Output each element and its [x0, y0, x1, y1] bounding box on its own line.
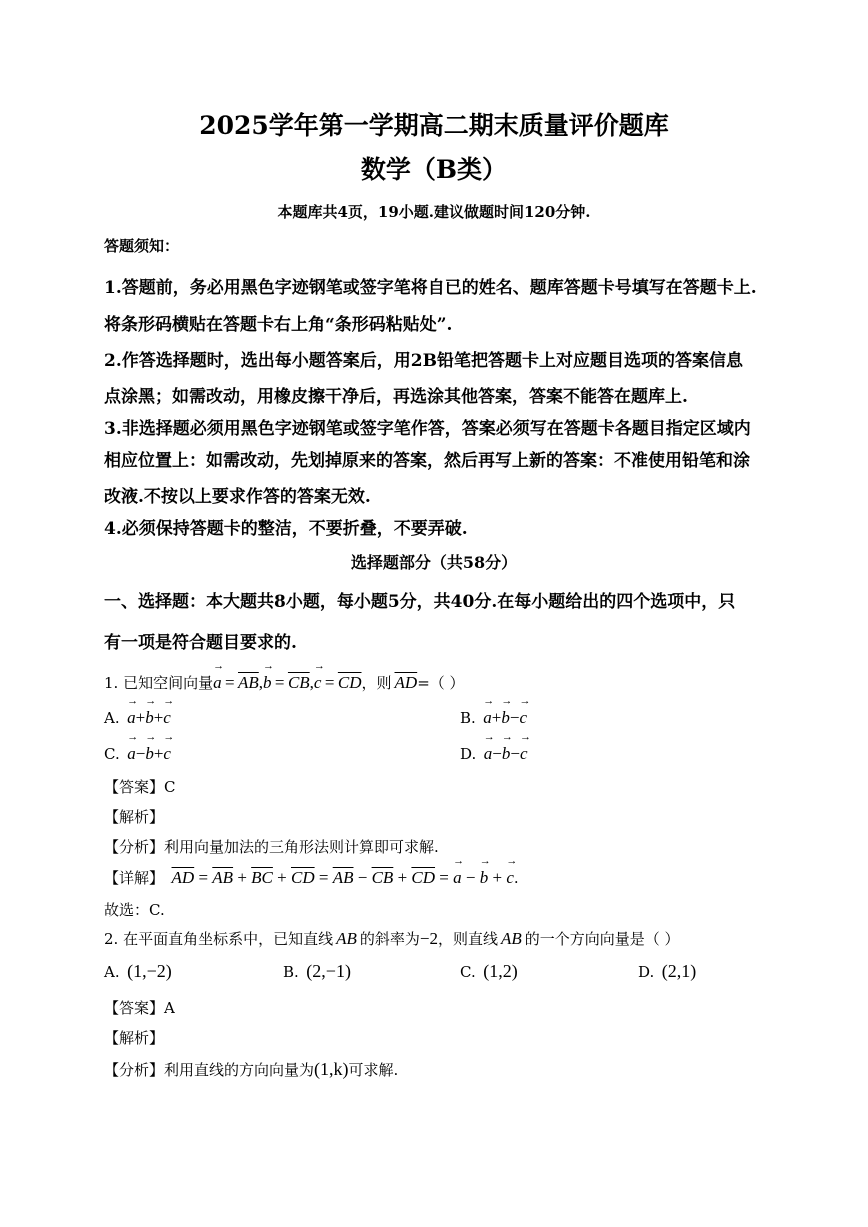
- q1-detail: 【详解】 $\overline{AD} = \overline{AB} + \overline{BC} + \overline{CD} = \overline{AB} - \overline{CB} + \overline{CD}$ = → a − → b + → c.: [104, 867, 519, 888]
- notice-line: 将条形码横贴在答题卡右上角“条形码粘贴处”.: [104, 315, 453, 335]
- q2-option-d[interactable]: D. (2,1): [638, 961, 697, 981]
- page-title: 2025学年第一学期高二期末质量评价题库: [199, 111, 669, 140]
- q2-option-b[interactable]: B. (2,−1): [283, 961, 351, 981]
- q1-jiexi: 【解析】: [104, 808, 165, 826]
- question-1-stem: 1. 已知空间向量→ $a = \overline{AB},\to b = \overline{CB},\to c = \overline{CD}$，则 $\overline{AD}=$（ ）: [104, 672, 465, 693]
- section-heading: 选择题部分（共58分）: [350, 553, 518, 572]
- notice-line: 1.答题前，务必用黑色字迹钢笔或签字笔将自已的姓名、题库答题卡号填写在答题卡上.: [104, 278, 757, 298]
- q1-option-b[interactable]: B. → a+→ b−→ c: [460, 708, 527, 728]
- section-instructions-2: 有一项是符合题目要求的.: [104, 633, 297, 653]
- q1-option-c[interactable]: C. → a−→ b+→ c: [104, 744, 171, 764]
- q1-option-a[interactable]: A. → a+→ b+→ c: [104, 708, 171, 728]
- q1-conclusion: 故选：C.: [104, 901, 165, 919]
- q2-analysis: 【分析】利用直线的方向向量为(1,k)可求解.: [104, 1059, 399, 1079]
- q1-option-d[interactable]: D. → a−→ b−→ c: [460, 744, 528, 764]
- question-2-stem: 2. 在平面直角坐标系中，已知直线 AB 的斜率为−2，则直线 AB 的一个方向向量是（ ）: [104, 929, 680, 948]
- notice-line: 2.作答选择题时，选出每小题答案后，用2B铅笔把答题卡上对应题目选项的答案信息: [104, 351, 743, 371]
- section-instructions: 一、选择题：本大题共8小题，每小题5分，共40分.在每小题给出的四个选项中，只: [104, 592, 736, 612]
- exam-info: 本题库共4页，19小题.建议做题时间120分钟.: [277, 203, 591, 221]
- q2-answer: 【答案】A: [104, 999, 175, 1017]
- q2-option-c[interactable]: C. (1,2): [460, 961, 518, 981]
- q1-analysis: 【分析】利用向量加法的三角形法则计算即可求解.: [104, 838, 439, 856]
- notice-line: 点涂黑；如需改动，用橡皮擦干净后，再选涂其他答案，答案不能答在题库上.: [104, 387, 688, 407]
- q1-vector-defs: → $a = \overline{AB},\to b = \overline{CB},\to c = \overline{CD}$: [213, 673, 361, 692]
- q2-jiexi: 【解析】: [104, 1029, 165, 1047]
- notice-line: 3.非选择题必须用黑色字迹钢笔或签字笔作答，答案必须写在答题卡各题目指定区域内: [104, 419, 751, 439]
- page-subtitle: 数学（B类）: [360, 155, 508, 184]
- q1-answer: 【答案】C: [104, 778, 176, 796]
- notice-line: 改液.不按以上要求作答的答案无效.: [104, 487, 371, 507]
- notice-heading: 答题须知：: [104, 237, 180, 255]
- notice-line: 相应位置上：如需改动，先划掉原来的答案，然后再写上新的答案：不准使用铅笔和涂: [104, 451, 750, 471]
- q2-option-a[interactable]: A. (1,−2): [104, 961, 172, 981]
- notice-line: 4.必须保持答题卡的整洁，不要折叠，不要弄破.: [104, 519, 468, 539]
